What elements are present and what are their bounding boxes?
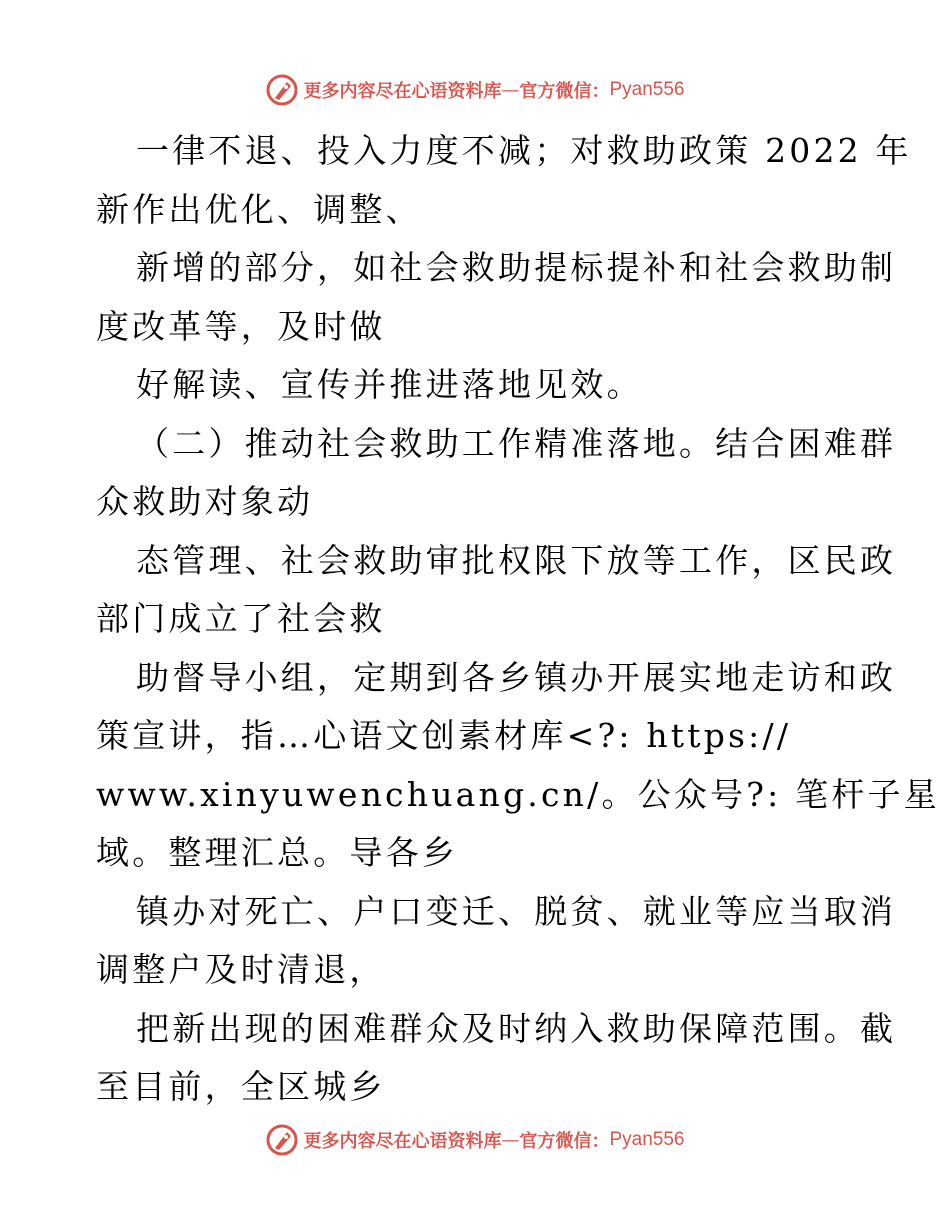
document-body [96, 122, 940, 1117]
text-line: 好解读、宣传并推进落地见效。 [136, 365, 643, 404]
watermark-wechat-label: 官方微信： [519, 81, 610, 102]
text-line: 调整户及时清退， [96, 950, 386, 989]
watermark-text: 更多内容尽在心语资料库 [303, 1131, 502, 1152]
text-line: 一律不退、投入力度不减；对救助政策 2022 年 [136, 131, 912, 170]
watermark-wechat-account: Pyan556 [609, 1129, 685, 1150]
watermark-separator: — [501, 79, 520, 101]
text-line: 部门成立了社会救 [96, 599, 386, 638]
watermark-separator: — [501, 1129, 520, 1151]
header-watermark [0, 70, 950, 110]
footer-watermark [0, 1120, 950, 1160]
text-line: 度改革等，及时做 [96, 306, 386, 346]
text-line: 态管理、社会救助审批权限下放等工作，区民政 [136, 540, 897, 580]
text-line: 策宣讲，指…心语文创素材库<?: https:// [96, 716, 792, 755]
text-line: www.xinyuwenchuang.cn/。公众号?: 笔杆子星 [96, 774, 940, 814]
text-line: 镇办对死亡、户口变迁、脱贫、就业等应当取消 [136, 891, 897, 931]
text-line: 至目前，全区城乡 [96, 1067, 386, 1106]
text-line: 众救助对象动 [96, 482, 314, 521]
text-line: 助督导小组，定期到各乡镇办开展实地走访和政 [136, 657, 897, 697]
text-line: 新增的部分，如社会救助提标提补和社会救助制 [136, 248, 897, 287]
text-line: （二）推动社会救助工作精准落地。结合困难群 [136, 423, 897, 463]
watermark-wechat-label: 官方微信： [519, 1131, 610, 1152]
watermark-wechat-account: Pyan556 [609, 79, 685, 100]
pen-nib-circle-icon [265, 1123, 299, 1157]
watermark-text: 更多内容尽在心语资料库 [303, 81, 502, 102]
text-line: 把新出现的困难群众及时纳入救助保障范围。截 [136, 1008, 897, 1048]
text-line: 域。整理汇总。导各乡 [96, 833, 458, 872]
pen-nib-circle-icon [265, 73, 299, 107]
text-line: 新作出优化、调整、 [96, 189, 422, 229]
